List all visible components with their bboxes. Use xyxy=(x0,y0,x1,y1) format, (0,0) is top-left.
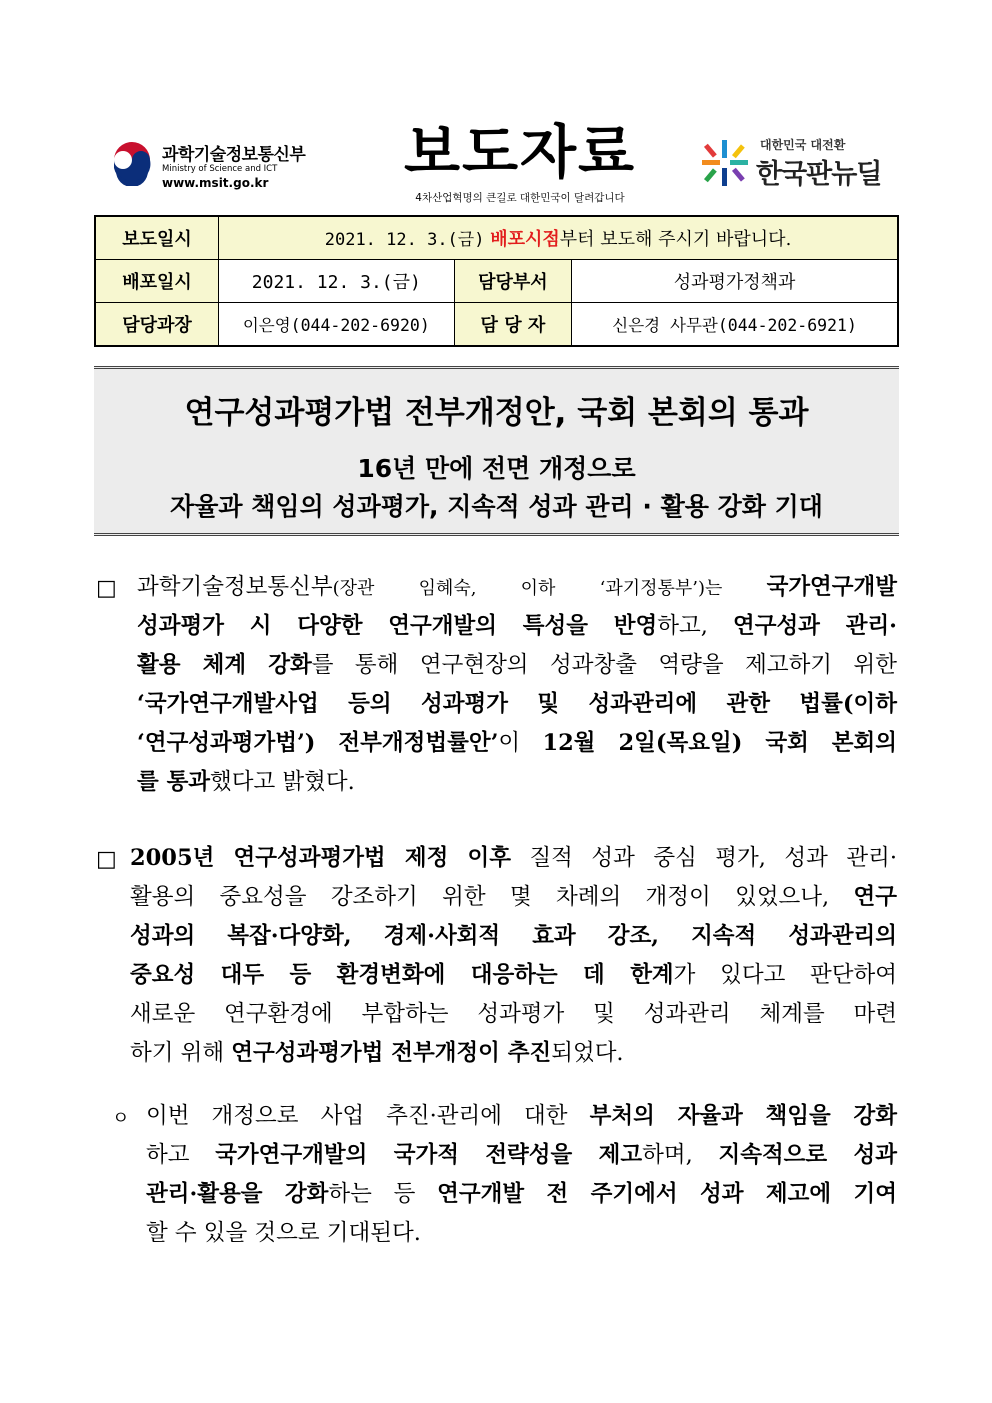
ministry-name-en: Ministry of Science and ICT xyxy=(162,164,278,174)
manager-label: 담당과장 xyxy=(95,303,219,347)
paragraph-line: 할 수 있을 것으로 기대된다. xyxy=(146,1220,421,1246)
campaign-small: 대한민국 대전환 xyxy=(760,138,846,152)
campaign-main: 한국판뉴딜 xyxy=(756,159,882,190)
report-date-cell xyxy=(219,216,898,260)
paragraph-3-bullet: ㅇ xyxy=(112,1108,130,1129)
dept-value: 성과평가정책과 xyxy=(572,260,898,303)
report-date-value: 2021. 12. 3.(금) xyxy=(324,230,485,250)
paragraph-3 xyxy=(146,1097,897,1253)
paragraph-line: ‘연구성과평가법’) 전부개정법률안’이 12월 2일(목요일) 국회 본회의 xyxy=(137,730,897,756)
dist-date-value: 2021. 12. 3.(금) xyxy=(219,260,455,303)
release-info-table xyxy=(94,215,899,347)
paragraph-line: 2005년 연구성과평가법 제정 이후 질적 성과 중심 평가, 성과 관리· xyxy=(130,845,897,871)
paragraph-line: 활용 체계 강화를 통해 연구현장의 성과창출 역량을 제고하기 위한 xyxy=(137,652,897,678)
paragraph-line: ‘국가연구개발사업 등의 성과평가 및 성과관리에 관한 법률(이하 xyxy=(137,691,897,717)
document-title: 보도자료 xyxy=(403,118,637,186)
paragraph-2 xyxy=(130,839,897,1073)
paragraph-line: 를 통과했다고 밝혔다. xyxy=(137,769,355,795)
paragraph-line: 관리·활용을 강화하는 등 연구개발 전 주기에서 성과 제고에 기여 xyxy=(146,1181,897,1207)
paragraph-line: 성과의 복잡·다양화, 경제·사회적 효과 강조, 지속적 성과관리의 xyxy=(130,923,897,949)
paragraph-line: 하고 국가연구개발의 국가적 전략성을 제고하며, 지속적으로 성과 xyxy=(146,1142,898,1168)
paragraph-line: 하기 위해 연구성과평가법 전부개정이 추진되었다. xyxy=(130,1040,624,1066)
paragraph-1 xyxy=(137,568,897,802)
paragraph-line: 중요성 대두 등 환경변화에 대응하는 데 한계가 있다고 판단하여 xyxy=(130,962,898,988)
dist-date-label: 배포일시 xyxy=(95,260,219,303)
report-date-highlight: 배포시점 xyxy=(490,229,560,250)
new-deal-logo xyxy=(700,134,900,194)
manager-value: 이은영(044-202-6920) xyxy=(219,303,455,347)
ministry-url: www.msit.go.kr xyxy=(162,176,269,190)
contact-value: 신은경 사무관(044-202-6921) xyxy=(572,303,898,347)
headline-subtitle-1: 16년 만에 전면 개정으로 xyxy=(357,454,636,483)
paragraph-line: 새로운 연구환경에 부합하는 성과평가 및 성과관리 체계를 마련 xyxy=(130,1001,897,1027)
document-header xyxy=(380,120,660,205)
table-row xyxy=(95,303,898,347)
headline-box xyxy=(94,366,899,536)
headline-subtitle-2: 자율과 책임의 성과평가, 지속적 성과 관리 · 활용 강화 기대 xyxy=(170,492,823,521)
paragraph-line: 과학기술정보통신부(장관 임혜숙, 이하 ‘과기정통부’)는 국가연구개발 xyxy=(137,574,897,600)
taegeuk-emblem-icon xyxy=(108,138,156,186)
ministry-name: 과학기술정보통신부 xyxy=(162,145,306,165)
ministry-logo xyxy=(108,136,338,196)
slogan: 4차산업혁명의 큰길로 대한민국이 달려갑니다 xyxy=(415,192,625,204)
paragraph-line: 이번 개정으로 사업 추진·관리에 대한 부처의 자율과 책임을 강화 xyxy=(146,1103,897,1129)
headline-title: 연구성과평가법 전부개정안, 국회 본회의 통과 xyxy=(184,395,809,431)
report-date-label: 보도일시 xyxy=(95,216,219,260)
paragraph-line: 활용의 중요성을 강조하기 위한 몇 차례의 개정이 있었으나, 연구 xyxy=(130,884,897,910)
report-date-suffix: 부터 보도해 주시기 바랍니다. xyxy=(559,229,792,250)
contact-label: 담 당 자 xyxy=(454,303,572,347)
dept-label: 담당부서 xyxy=(454,260,572,303)
table-row xyxy=(95,260,898,303)
paragraph-1-bullet: □ xyxy=(96,576,117,601)
paragraph-line: 성과평가 시 다양한 연구개발의 특성을 반영하고, 연구성과 관리· xyxy=(137,613,898,639)
paragraph-2-bullet: □ xyxy=(96,847,117,872)
table-row xyxy=(95,216,898,260)
new-deal-mark-icon xyxy=(700,138,750,188)
